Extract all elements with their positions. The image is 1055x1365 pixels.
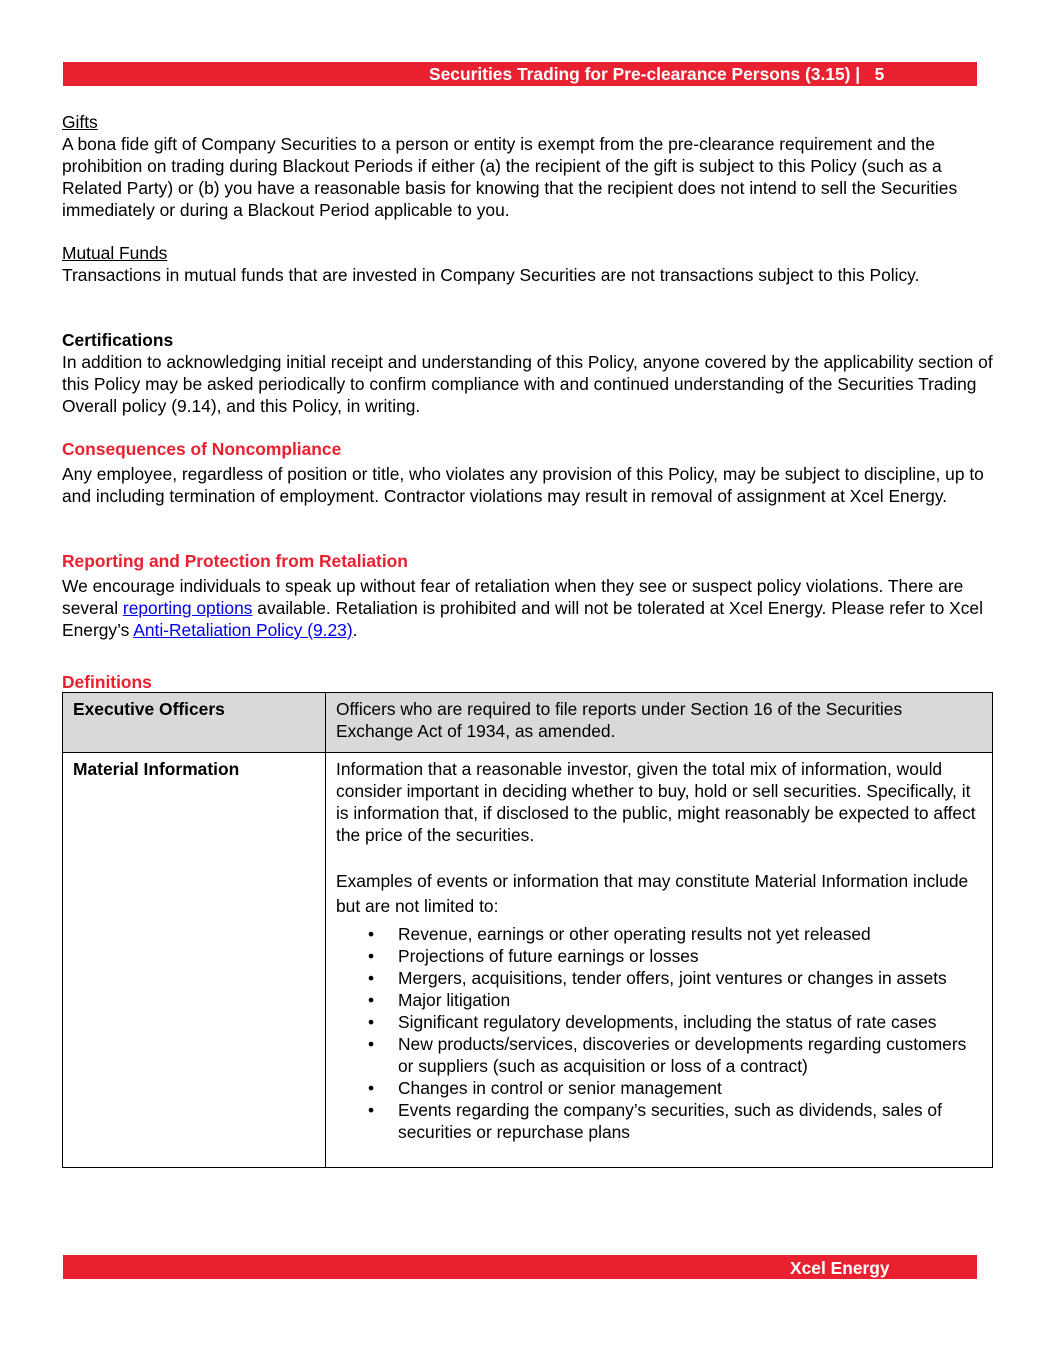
definition-text: Information that a reasonable investor, given the total mix of information, would consider important in deciding whether to buy, hold or sell securities. Specifically, it is information that, if disclosed to the public, might reasonably be expected to affect the price of the securities. xyxy=(336,759,976,845)
definition-text: Officers who are required to file reports under Section 16 of the Securities Exchange Act of 1934, as amended. xyxy=(326,693,993,753)
footer-brand: Xcel Energy xyxy=(790,1258,890,1278)
certifications-heading: Certifications xyxy=(62,330,174,350)
examples-intro: Examples of events or information that may constitute Material Information include but are not limited to: xyxy=(336,871,969,916)
list-item: • Projections of future earnings or losses xyxy=(398,945,982,967)
mutual-funds-body: Transactions in mutual funds that are invested in Company Securities are not transactions subject to this Policy. xyxy=(62,265,920,285)
list-item: • Significant regulatory developments, including the status of rate cases xyxy=(398,1011,982,1033)
definitions-heading: Definitions xyxy=(62,672,152,692)
reporting-text-1: We encourage individuals to speak up without fear of retaliation when they see or suspect policy violations. There are several xyxy=(62,576,964,618)
reporting-options-link[interactable]: reporting options xyxy=(122,598,253,618)
table-row xyxy=(63,693,993,753)
certifications-section xyxy=(62,329,997,417)
consequences-heading: Consequences of Noncompliance xyxy=(62,439,342,459)
gifts-heading: Gifts xyxy=(62,112,98,132)
list-item: • Revenue, earnings or other operating results not yet released xyxy=(398,923,982,945)
definition-term: Material Information xyxy=(63,753,326,1168)
list-item: • Changes in control or senior management xyxy=(398,1077,982,1099)
anti-retaliation-policy-link[interactable]: Anti-Retaliation Policy (9.23) xyxy=(133,620,353,640)
reporting-body xyxy=(62,575,997,641)
list-item: • Mergers, acquisitions, tender offers, joint ventures or changes in assets xyxy=(398,967,982,989)
reporting-section xyxy=(62,550,997,641)
header-title: Securities Trading for Pre-clearance Persons (3.15) | xyxy=(429,64,861,84)
list-item: • New products/services, discoveries or developments regarding customers or suppliers (such as acquisition or loss of a contract) xyxy=(398,1033,982,1077)
table-row xyxy=(63,753,993,1168)
header-title-group xyxy=(429,62,884,86)
reporting-heading: Reporting and Protection from Retaliation xyxy=(62,551,408,571)
definitions-table xyxy=(62,692,993,1168)
footer-bar xyxy=(63,1255,977,1279)
gifts-body: A bona fide gift of Company Securities to a person or entity is exempt from the pre-clearance requirement and the prohibition on trading during Blackout Periods if either (a) the recipient of the gift is subject to this Policy (such as a Related Party) or (b) you have a reasonable basis for knowing that the recipient does not intend to sell the Securities immediately or during a Blackout Period applicable to you. xyxy=(62,134,958,220)
header-bar xyxy=(63,62,977,86)
consequences-body: Any employee, regardless of position or title, who violates any provision of this Policy, may be subject to discipline, up to and including termination of employment. Contractor violations may result in removal of assignment at Xcel Energy. xyxy=(62,464,984,506)
page-number: 5 xyxy=(874,64,885,84)
list-item: • Events regarding the company’s securities, such as dividends, sales of securities or repurchase plans xyxy=(398,1099,982,1143)
definition-cell xyxy=(326,753,993,1168)
reporting-text-3: . xyxy=(352,620,358,640)
definition-term: Executive Officers xyxy=(63,693,326,753)
list-item: • Major litigation xyxy=(398,989,982,1011)
consequences-section xyxy=(62,438,997,507)
mutual-funds-heading: Mutual Funds xyxy=(62,243,168,263)
certifications-body: In addition to acknowledging initial receipt and understanding of this Policy, anyone covered by the applicability section of this Policy may be asked periodically to confirm compliance with and continued understanding of the Securities Trading Overall policy (9.14), and this Policy, in writing. xyxy=(62,352,993,416)
reporting-text-2: available. Retaliation is prohibited and will not be tolerated at Xcel Energy. Please refer to Xcel Energy’s xyxy=(62,598,983,640)
mutual-funds-section xyxy=(62,242,997,286)
examples-list xyxy=(336,923,982,1143)
gifts-section xyxy=(62,111,997,221)
